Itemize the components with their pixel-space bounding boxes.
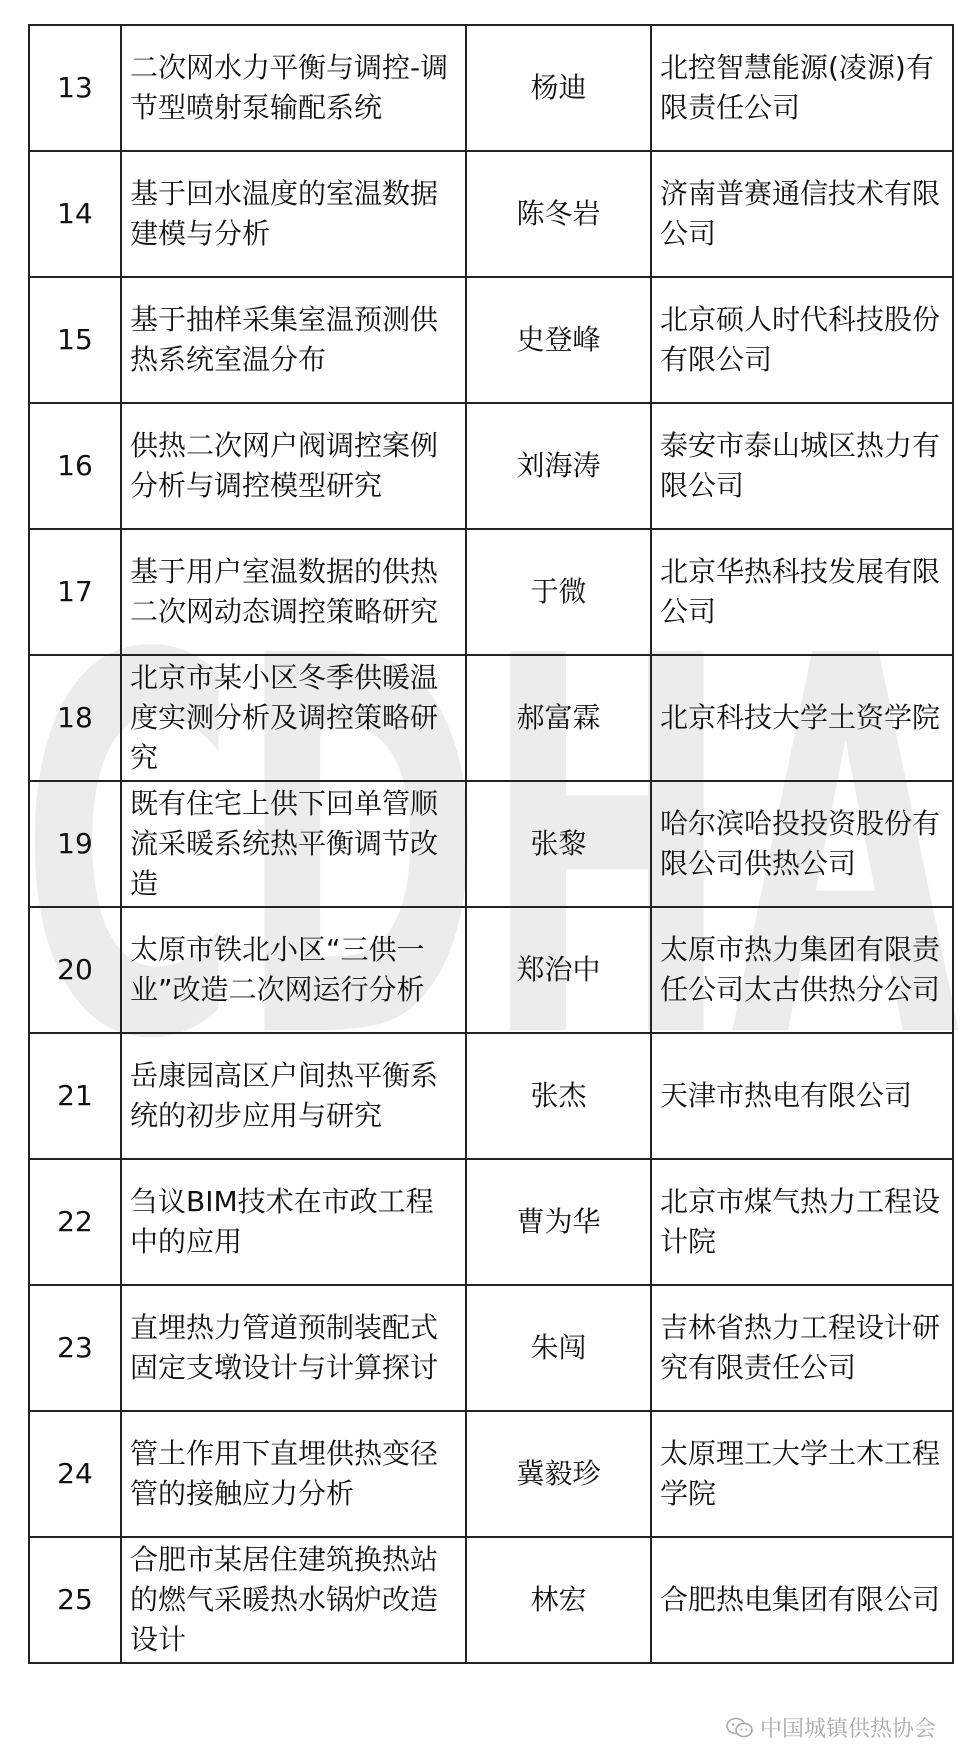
organization-name: 北控智慧能源(凌源)有限责任公司 (651, 25, 953, 151)
organization-name: 北京华热科技发展有限公司 (651, 529, 953, 655)
table-row (29, 277, 953, 403)
row-number: 19 (29, 781, 121, 907)
project-title: 管土作用下直埋供热变径管的接触应力分析 (121, 1411, 466, 1537)
organization-name: 泰安市泰山城区热力有限公司 (651, 403, 953, 529)
author-name: 郑治中 (466, 907, 651, 1033)
author-name: 郝富霖 (466, 655, 651, 781)
organization-name: 北京硕人时代科技股份有限公司 (651, 277, 953, 403)
author-name: 朱闯 (466, 1285, 651, 1411)
row-number: 24 (29, 1411, 121, 1537)
wechat-icon (726, 1717, 754, 1739)
organization-name: 哈尔滨哈投投资股份有限公司供热公司 (651, 781, 953, 907)
organization-name: 北京科技大学土资学院 (651, 655, 953, 781)
table-row (29, 1537, 953, 1663)
table-row (29, 1159, 953, 1285)
table-row (29, 403, 953, 529)
table-row (29, 1411, 953, 1537)
project-title: 供热二次网户阀调控案例分析与调控模型研究 (121, 403, 466, 529)
organization-name: 天津市热电有限公司 (651, 1033, 953, 1159)
organization-name: 济南普赛通信技术有限公司 (651, 151, 953, 277)
author-name: 刘海涛 (466, 403, 651, 529)
row-number: 20 (29, 907, 121, 1033)
author-name: 史登峰 (466, 277, 651, 403)
project-title: 既有住宅上供下回单管顺流采暖系统热平衡调节改造 (121, 781, 466, 907)
project-title: 太原市铁北小区“三供一业”改造二次网运行分析 (121, 907, 466, 1033)
organization-name: 北京市煤气热力工程设计院 (651, 1159, 953, 1285)
author-name: 张杰 (466, 1033, 651, 1159)
author-name: 杨迪 (466, 25, 651, 151)
project-title: 基于抽样采集室温预测供热系统室温分布 (121, 277, 466, 403)
row-number: 16 (29, 403, 121, 529)
table-row (29, 151, 953, 277)
project-title: 合肥市某居住建筑换热站的燃气采暖热水锅炉改造设计 (121, 1537, 466, 1663)
row-number: 13 (29, 25, 121, 151)
project-title: 刍议BIM技术在市政工程中的应用 (121, 1159, 466, 1285)
row-number: 17 (29, 529, 121, 655)
footer-account-name: 中国城镇供热协会 (760, 1717, 937, 1742)
watermark-text: CDHA (20, 560, 963, 1120)
project-table (28, 24, 954, 1664)
footer (726, 1712, 936, 1743)
row-number: 14 (29, 151, 121, 277)
project-title: 北京市某小区冬季供暖温度实测分析及调控策略研究 (121, 655, 466, 781)
row-number: 22 (29, 1159, 121, 1285)
organization-name: 太原理工大学土木工程学院 (651, 1411, 953, 1537)
organization-name: 合肥热电集团有限公司 (651, 1537, 953, 1663)
table-body (29, 25, 953, 1663)
row-number: 18 (29, 655, 121, 781)
row-number: 25 (29, 1537, 121, 1663)
row-number: 21 (29, 1033, 121, 1159)
table-row (29, 1285, 953, 1411)
organization-name: 太原市热力集团有限责任公司太古供热分公司 (651, 907, 953, 1033)
organization-name: 吉林省热力工程设计研究有限责任公司 (651, 1285, 953, 1411)
row-number: 23 (29, 1285, 121, 1411)
author-name: 陈冬岩 (466, 151, 651, 277)
project-title: 基于用户室温数据的供热二次网动态调控策略研究 (121, 529, 466, 655)
table-row (29, 1033, 953, 1159)
author-name: 冀毅珍 (466, 1411, 651, 1537)
row-number: 15 (29, 277, 121, 403)
table-row (29, 25, 953, 151)
project-title: 直埋热力管道预制装配式固定支墩设计与计算探讨 (121, 1285, 466, 1411)
table-row (29, 655, 953, 781)
author-name: 于微 (466, 529, 651, 655)
author-name: 曹为华 (466, 1159, 651, 1285)
author-name: 张黎 (466, 781, 651, 907)
table-row (29, 781, 953, 907)
table-row (29, 907, 953, 1033)
project-title: 基于回水温度的室温数据建模与分析 (121, 151, 466, 277)
project-title: 岳康园高区户间热平衡系统的初步应用与研究 (121, 1033, 466, 1159)
project-title: 二次网水力平衡与调控-调节型喷射泵输配系统 (121, 25, 466, 151)
author-name: 林宏 (466, 1537, 651, 1663)
table-row (29, 529, 953, 655)
